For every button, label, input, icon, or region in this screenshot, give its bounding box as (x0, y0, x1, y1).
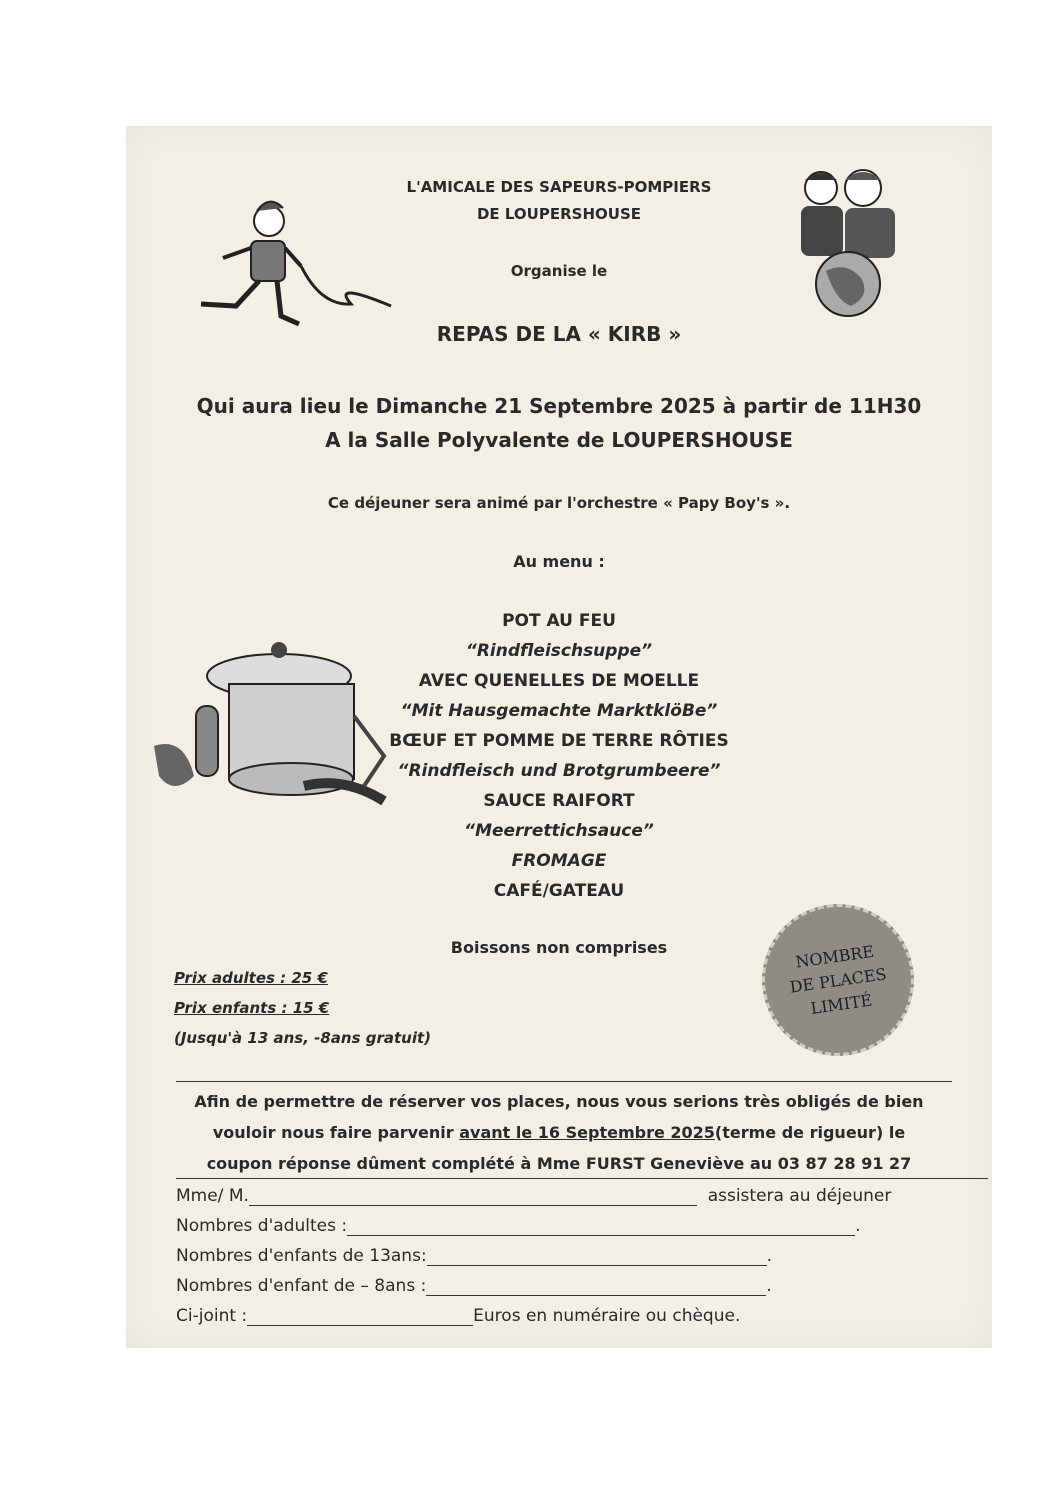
stamp-line3: LIMITÉ (809, 990, 874, 1018)
event-date-line: Qui aura lieu le Dimanche 21 Septembre 2025 à partir de 11H30 (196, 394, 922, 418)
org-name-line2: DE LOUPERSHOUSE (476, 205, 641, 223)
separator-line (176, 1081, 952, 1082)
stamp-line2: DE PLACES (788, 964, 888, 997)
event-title: REPAS DE LA « KIRB » (436, 322, 682, 346)
form-row-children13: Nombres d'enfants de 13ans: . (176, 1246, 773, 1266)
menu-item: POT AU FEU (502, 611, 616, 631)
children13-field[interactable] (427, 1251, 767, 1266)
reservation-line3: coupon réponse dûment complété à Mme FURST Geneviève au 03 87 28 91 27 (206, 1154, 912, 1173)
menu-item: “Rindfleischsuppe” (465, 641, 653, 661)
stamp-line1: NOMBRE (794, 941, 876, 972)
reservation-line1: Afin de permettre de réserver vos places, nous vous serions très obligés de bien (194, 1092, 924, 1111)
menu-item: AVEC QUENELLES DE MOELLE (418, 671, 700, 691)
children8-field[interactable] (426, 1281, 766, 1296)
cooking-pot-illustration (154, 636, 394, 811)
form-row-name (176, 1186, 891, 1206)
name-field[interactable] (249, 1191, 697, 1206)
joint-amount-field[interactable] (247, 1311, 473, 1326)
joint-label: Ci-joint : (176, 1306, 248, 1326)
menu-item: FROMAGE (511, 851, 607, 871)
menu-item: “Meerrettichsauce” (464, 821, 654, 841)
form-row-joint (176, 1306, 740, 1326)
event-place-line: A la Salle Polyvalente de LOUPERSHOUSE (325, 428, 793, 452)
menu-item: “Mit Hausgemachte MarktklöBe” (400, 701, 718, 721)
organise-text: Organise le (510, 262, 608, 280)
limited-places-stamp (752, 894, 924, 1066)
price-children: Prix enfants : 15 € (174, 999, 330, 1017)
form-row-adults: Nombres d'adultes : . (176, 1216, 861, 1236)
name-suffix: assistera au déjeuner (707, 1186, 892, 1206)
reservation-deadline: avant le 16 Septembre 2025 (459, 1123, 715, 1142)
drinks-note: Boissons non comprises (450, 938, 668, 957)
menu-item: “Rindfleisch und Brotgrumbeere” (397, 761, 721, 781)
menu-heading: Au menu : (513, 552, 605, 571)
name-label: Mme/ M. (176, 1186, 249, 1206)
reservation-line2-post: (terme de rigueur) le (714, 1123, 906, 1142)
adults-label: Nombres d'adultes : (176, 1216, 348, 1236)
menu-item: CAFÉ/GATEAU (493, 881, 625, 901)
joint-suffix: Euros en numéraire ou chèque. (473, 1306, 741, 1326)
org-name-line1: L'AMICALE DES SAPEURS-POMPIERS (406, 178, 712, 196)
animation-text: Ce déjeuner sera animé par l'orchestre « Papy Boy's ». (327, 494, 791, 512)
children8-label: Nombres d'enfant de – 8ans : (176, 1276, 427, 1296)
children13-label: Nombres d'enfants de 13ans: (176, 1246, 427, 1266)
form-row-children8: Nombres d'enfant de – 8ans : . (176, 1276, 772, 1296)
menu-item: BŒUF ET POMME DE TERRE RÔTIES (389, 731, 729, 751)
price-note: (Jusqu'à 13 ans, -8ans gratuit) (174, 1029, 432, 1047)
reservation-line2-pre: vouloir nous faire parvenir (212, 1123, 460, 1142)
separator-line (176, 1178, 988, 1179)
flyer-sheet (126, 126, 992, 1348)
reservation-line2 (126, 1123, 992, 1142)
adults-field[interactable] (347, 1221, 855, 1236)
price-adults: Prix adultes : 25 € (174, 969, 328, 987)
menu-item: SAUCE RAIFORT (483, 791, 635, 811)
